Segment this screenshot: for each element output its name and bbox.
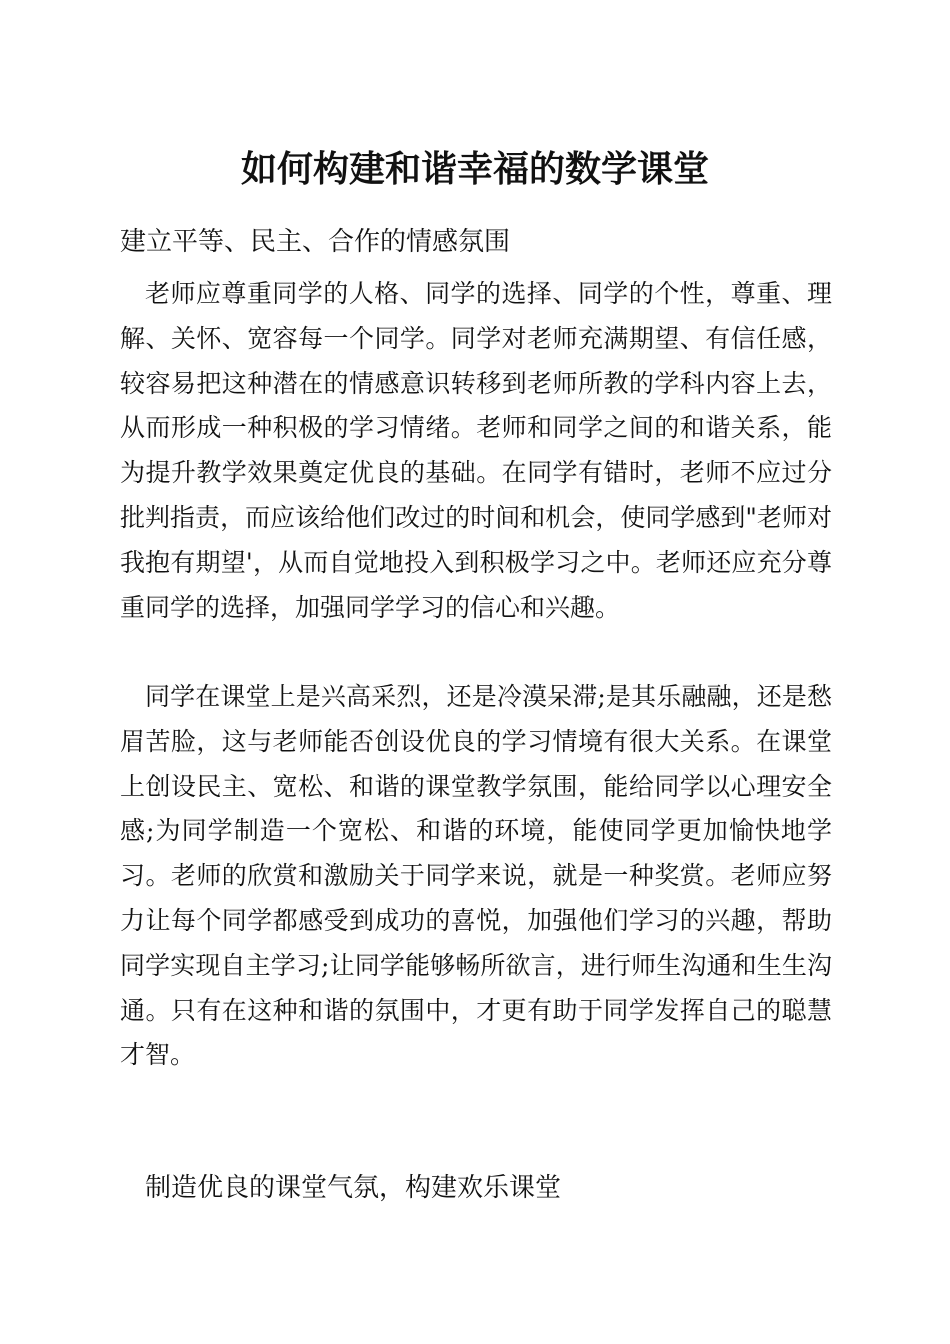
body-paragraph-1: 老师应尊重同学的人格、同学的选择、同学的个性，尊重、理解、关怀、宽容每一个同学。同学对老师充满期望、有信任感，较容易把这种潜在的情感意识转移到老师所教的学科内容上去，从而形成一种积极的学习情绪。老师和同学之间的和谐关系，能为提升教学效果奠定优良的基础。在同学有错时，老师不应过分批判指责，而应该给他们改过的时间和机会，使同学感到"老师对我抱有期望'，从而自觉地投入到积极学习之中。老师还应充分尊重同学的选择，加强同学学习的信心和兴趣。: [120, 279, 832, 622]
body-paragraph-2: 同学在课堂上是兴高采烈，还是冷漠呆滞;是其乐融融，还是愁眉苦脸，这与老师能否创设优良的学习情境有很大关系。在课堂上创设民主、宽松、和谐的课堂教学氛围，能给同学以心理安全感;为同学制造一个宽松、和谐的环境，能使同学更加愉快地学习。老师的欣赏和激励关于同学来说，就是一种奖赏。老师应努力让每个同学都感受到成功的喜悦，加强他们学习的兴趣，帮助同学实现自主学习;让同学能够畅所欲言，进行师生沟通和生生沟通。只有在这种和谐的氛围中，才更有助于同学发挥自己的聪慧才智。: [120, 682, 832, 1070]
section-heading-1: 建立平等、民主、合作的情感氛围: [120, 227, 511, 257]
section-heading-2: 制造优良的课堂气氛，构建欢乐课堂: [145, 1173, 562, 1203]
document-title: 如何构建和谐幸福的数学课堂: [240, 149, 709, 190]
